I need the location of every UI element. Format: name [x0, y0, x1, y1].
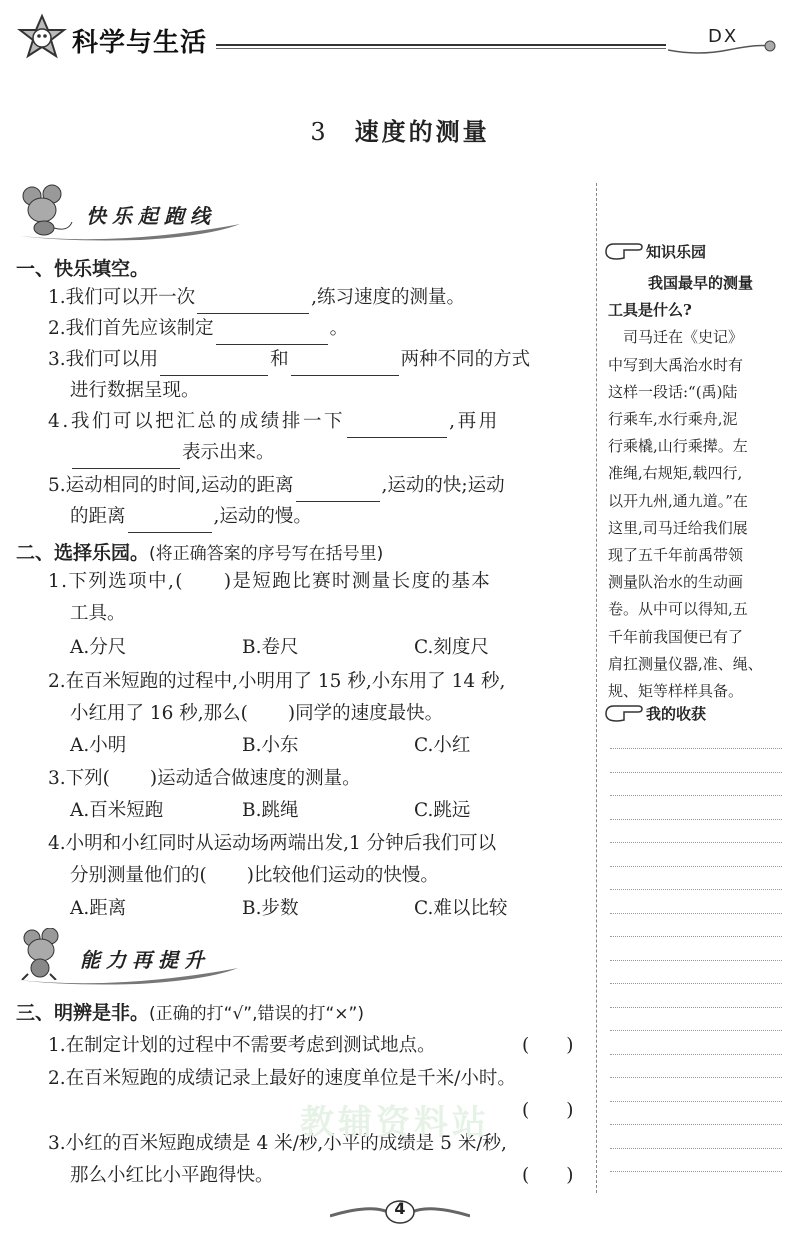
header-rule-thin [216, 48, 666, 49]
sidebar-tag-knowledge: 知识乐园 [646, 243, 707, 261]
judge-paren-3[interactable]: ( ) [522, 1165, 574, 1186]
sidebar-line: 以开九州,通九道。”在 [608, 491, 748, 510]
answer-blank[interactable] [197, 291, 309, 314]
fill-q1: 1.我们可以开一次 ,练习速度的测量。 [48, 282, 465, 314]
judge-q1: 1.在制定计划的过程中不需要考虑到测试地点。 [48, 1035, 436, 1056]
fill-q2: 2.我们首先应该制定 。 [48, 313, 348, 345]
notes-line[interactable] [610, 889, 782, 890]
section-banner-1: 快乐起跑线 [86, 204, 216, 228]
part3-heading: 三、明辨是非。(正确的打“√”,错误的打“×”) [16, 1002, 364, 1024]
notes-line[interactable] [610, 1054, 782, 1055]
part2-heading: 二、选择乐园。(将正确答案的序号写在括号里) [16, 542, 384, 564]
choice-q1-options [70, 632, 586, 664]
option-c[interactable]: C.刻度尺 [414, 637, 489, 658]
notes-line[interactable] [610, 772, 782, 773]
notes-line[interactable] [610, 1124, 782, 1125]
edition-code: DX [708, 26, 739, 47]
section-banner-2: 能力再提升 [80, 948, 210, 972]
answer-blank[interactable] [128, 510, 212, 533]
notes-line[interactable] [610, 1077, 782, 1078]
notes-line[interactable] [610, 1171, 782, 1172]
notes-line[interactable] [610, 866, 782, 867]
fill-q5: 5.运动相同的时间,运动的距离 ,运动的快;运动 [48, 470, 505, 502]
judge-paren-1[interactable]: ( ) [522, 1035, 574, 1056]
answer-blank[interactable] [216, 322, 328, 345]
header-swirl-icon [668, 40, 778, 60]
brand-title: 科学与生活 [72, 28, 208, 58]
option-c[interactable]: C.小红 [414, 735, 471, 756]
sidebar-line: 这里,司马迁给我们展 [608, 518, 748, 537]
answer-blank[interactable] [72, 446, 180, 469]
notes-line[interactable] [610, 819, 782, 820]
choice-q2-cont: 小红用了 16 秒,那么( )同学的速度最快。 [70, 703, 444, 724]
choice-q2-options [70, 730, 586, 762]
notes-line[interactable] [610, 795, 782, 796]
fill-q5-cont: 的距离 ,运动的慢。 [70, 501, 312, 533]
sidebar-line: 这样一段话:“(禹)陆 [608, 382, 738, 401]
choice-q1-cont: 工具。 [70, 603, 126, 624]
choice-q3-options [70, 795, 586, 827]
choice-q1: 1.下列选项中,( )是短跑比赛时测量长度的基本 [48, 571, 492, 592]
choice-q3: 3.下列( )运动适合做速度的测量。 [48, 768, 361, 789]
option-b[interactable]: B.跳绳 [242, 800, 299, 821]
notes-line[interactable] [610, 983, 782, 984]
choice-q4-options [70, 893, 586, 925]
fill-q4-cont: 表示出来。 [70, 437, 275, 469]
pointing-hand-icon [604, 238, 644, 262]
notes-line[interactable] [610, 748, 782, 749]
sidebar-line: 行乘车,水行乘舟,泥 [608, 410, 738, 428]
fill-q4: 4.我们可以把汇总的成绩排一下 ,再用 [48, 406, 500, 438]
option-a[interactable]: A.小明 [70, 735, 127, 756]
sidebar-line: 工具是什么? [608, 301, 692, 320]
part1-heading: 一、快乐填空。 [16, 258, 150, 280]
notes-line[interactable] [610, 1007, 782, 1008]
option-c[interactable]: C.难以比较 [414, 898, 508, 919]
sidebar-line: 准绳,右规矩,载四行, [608, 464, 743, 483]
answer-blank[interactable] [296, 479, 380, 502]
choice-q2: 2.在百米短跑的过程中,小明用了 15 秒,小东用了 14 秒, [48, 671, 506, 692]
sidebar-tag-harvest: 我的收获 [646, 705, 707, 723]
mascot-logo-icon [14, 12, 70, 68]
column-divider [596, 183, 597, 1193]
watermark: 教辅资料站 [300, 1103, 490, 1143]
judge-q3-cont: 那么小红比小平跑得快。 [70, 1165, 274, 1186]
sidebar-line: 我国最早的测量 [648, 274, 754, 292]
sidebar-line: 测量队治水的生动画 [608, 573, 744, 592]
notes-line[interactable] [610, 842, 782, 843]
judge-q2: 2.在百米短跑的成绩记录上最好的速度单位是千米/小时。 [48, 1068, 516, 1089]
option-a[interactable]: A.分尺 [70, 637, 127, 658]
page-number: 4 [394, 1199, 406, 1218]
answer-blank[interactable] [291, 353, 399, 376]
notes-line[interactable] [610, 936, 782, 937]
option-b[interactable]: B.步数 [242, 898, 299, 919]
choice-q4-cont: 分别测量他们的( )比较他们运动的快慢。 [70, 865, 439, 886]
judge-paren-2[interactable]: ( ) [522, 1100, 574, 1121]
notes-line[interactable] [610, 1148, 782, 1149]
lesson-number: 3 [310, 118, 329, 146]
option-b[interactable]: B.卷尺 [242, 637, 299, 658]
answer-blank[interactable] [160, 353, 268, 376]
notes-line[interactable] [610, 913, 782, 914]
header-rule [216, 44, 666, 46]
sidebar-line: 行乘橇,山行乘撵。左 [608, 437, 748, 456]
sidebar-line: 规、矩等样样具备。 [608, 682, 744, 700]
option-b[interactable]: B.小东 [242, 735, 299, 756]
sidebar-line: 千年前我国便已有了 [608, 627, 744, 646]
page-title [0, 112, 800, 147]
choice-q4: 4.小明和小红同时从运动场两端出发,1 分钟后我们可以 [48, 833, 497, 854]
sidebar-line: 司马迁在《史记》 [608, 328, 744, 347]
pointing-hand-2-icon [604, 700, 644, 724]
notes-line[interactable] [610, 960, 782, 961]
fill-q3: 3.我们可以用 和 两种不同的方式 [48, 344, 530, 376]
fill-q3-cont: 进行数据呈现。 [70, 380, 200, 401]
option-a[interactable]: A.距离 [70, 898, 127, 919]
notes-line[interactable] [610, 1030, 782, 1031]
answer-blank[interactable] [347, 415, 447, 438]
judge-q3: 3.小红的百米短跑成绩是 4 米/秒,小平的成绩是 5 米/秒, [48, 1133, 507, 1154]
sidebar-line: 现了五千年前禹带领 [608, 546, 744, 564]
sidebar-line: 肩扛测量仪器,准、绳、 [608, 654, 763, 673]
notes-line[interactable] [610, 1101, 782, 1102]
sidebar-line: 中写到大禹治水时有 [608, 355, 744, 374]
sidebar-line: 卷。从中可以得知,五 [608, 600, 748, 619]
option-a[interactable]: A.百米短跑 [70, 800, 164, 821]
option-c[interactable]: C.跳远 [414, 800, 471, 821]
lesson-title: 速度的测量 [354, 118, 490, 146]
